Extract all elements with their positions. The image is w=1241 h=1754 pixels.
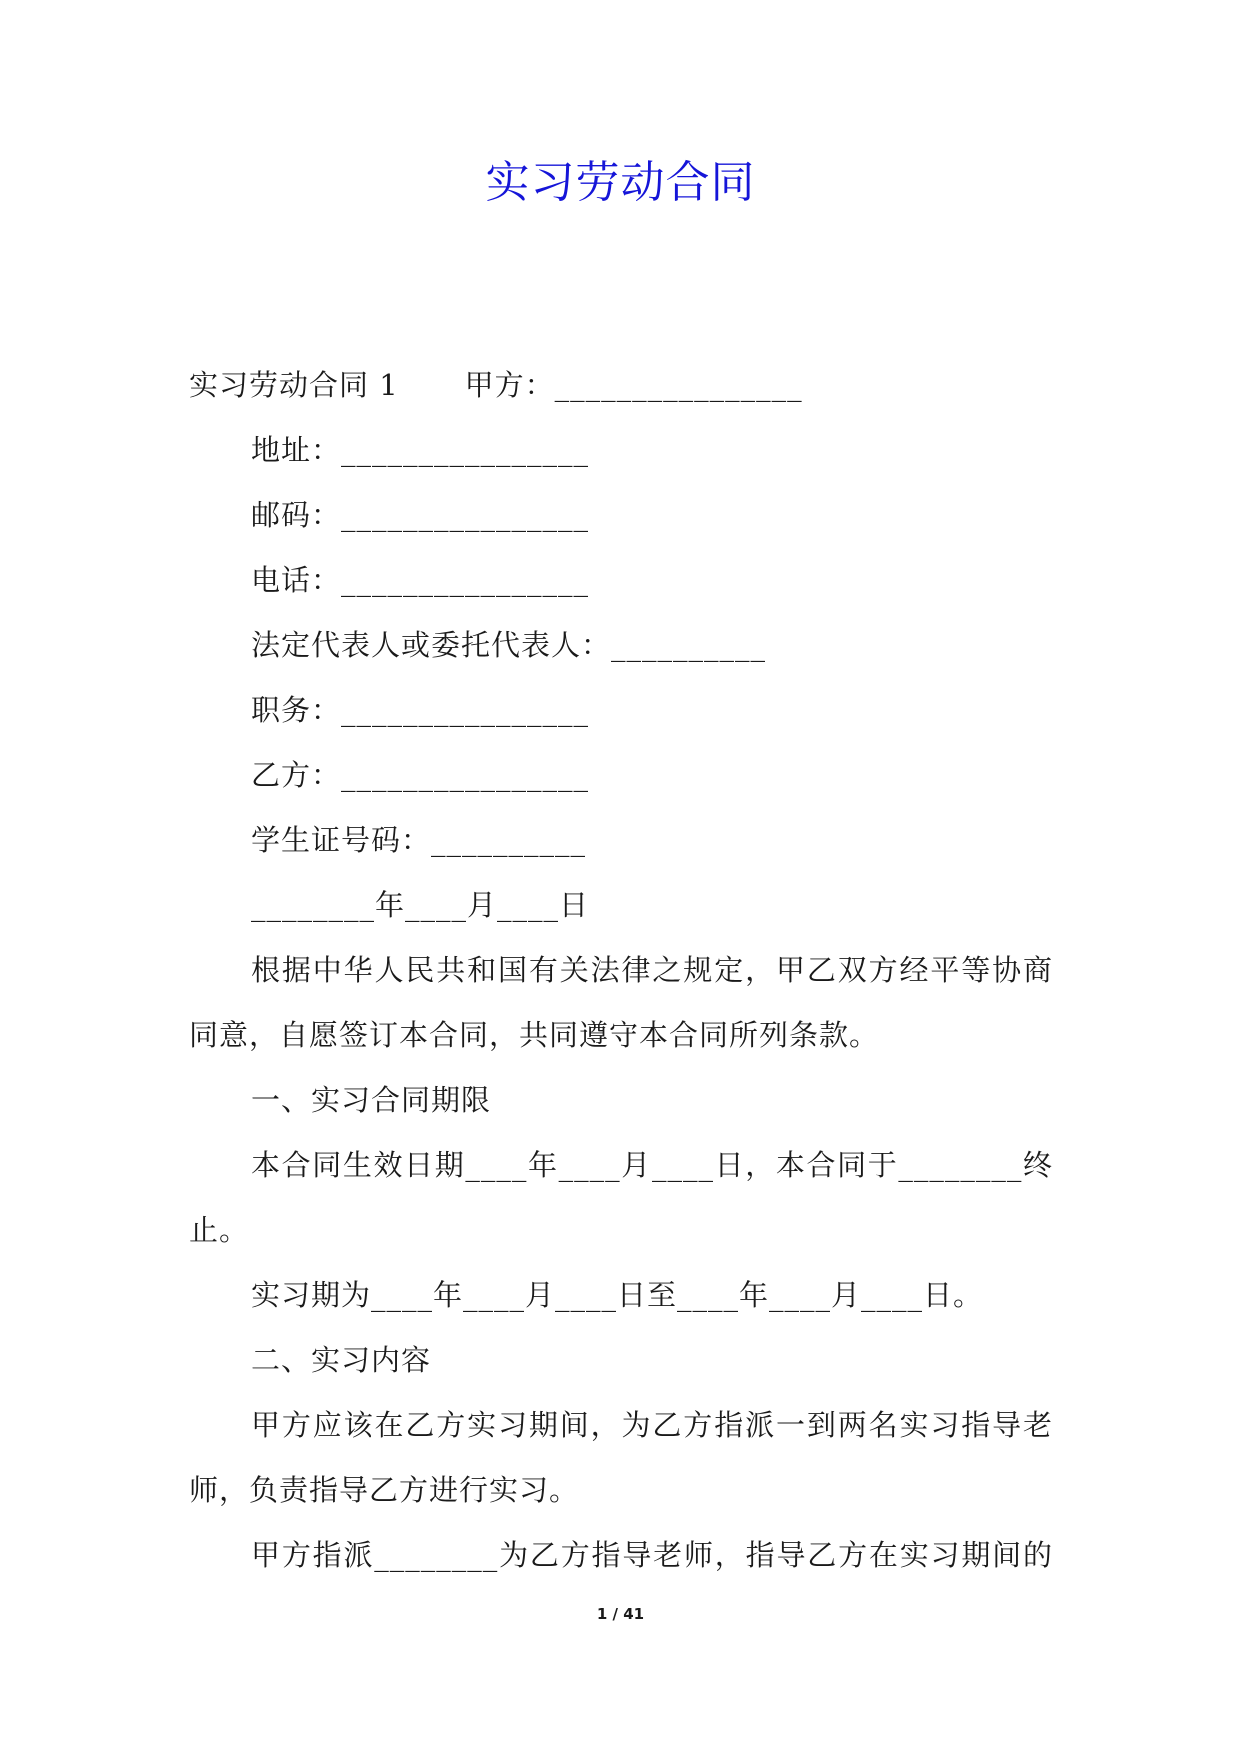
preamble-line-2: 同意，自愿签订本合同，共同遵守本合同所列条款。: [189, 1018, 880, 1052]
document-body: [189, 353, 1053, 1588]
page-number: 1 / 41: [596, 1605, 645, 1623]
contract-header-line: [189, 353, 1053, 418]
address-field: 地址：________________: [251, 433, 590, 467]
postcode-field: 邮码：________________: [251, 498, 590, 532]
date-field: ________年____月____日: [251, 888, 590, 922]
contract-subtitle: 实习劳动合同 1: [189, 368, 399, 402]
content-line-3: 甲方指派________为乙方指导老师，指导乙方在实习期间的: [251, 1538, 1053, 1572]
internship-period-line: 实习期为____年____月____日至____年____月____日。: [251, 1278, 984, 1312]
section-1-heading: 一、实习合同期限: [251, 1083, 492, 1117]
section-2-heading: 二、实习内容: [251, 1343, 432, 1377]
student-id-field: 学生证号码：__________: [251, 823, 587, 857]
content-line-1: 甲方应该在乙方实习期间，为乙方指派一到两名实习指导老: [251, 1408, 1053, 1442]
term-line-1: 本合同生效日期____年____月____日，本合同于________终: [251, 1148, 1053, 1182]
representative-field: 法定代表人或委托代表人：__________: [251, 628, 767, 662]
content-line-2: 师，负责指导乙方进行实习。: [189, 1473, 580, 1507]
document-title: 实习劳动合同: [485, 157, 756, 208]
term-line-2: 止。: [189, 1213, 250, 1247]
phone-field: 电话：________________: [251, 563, 590, 597]
party-a-field: 甲方：________________: [464, 368, 803, 402]
party-b-field: 乙方：________________: [251, 758, 590, 792]
preamble-line-1: 根据中华人民共和国有关法律之规定，甲乙双方经平等协商: [251, 953, 1053, 987]
position-field: 职务：________________: [251, 693, 590, 727]
